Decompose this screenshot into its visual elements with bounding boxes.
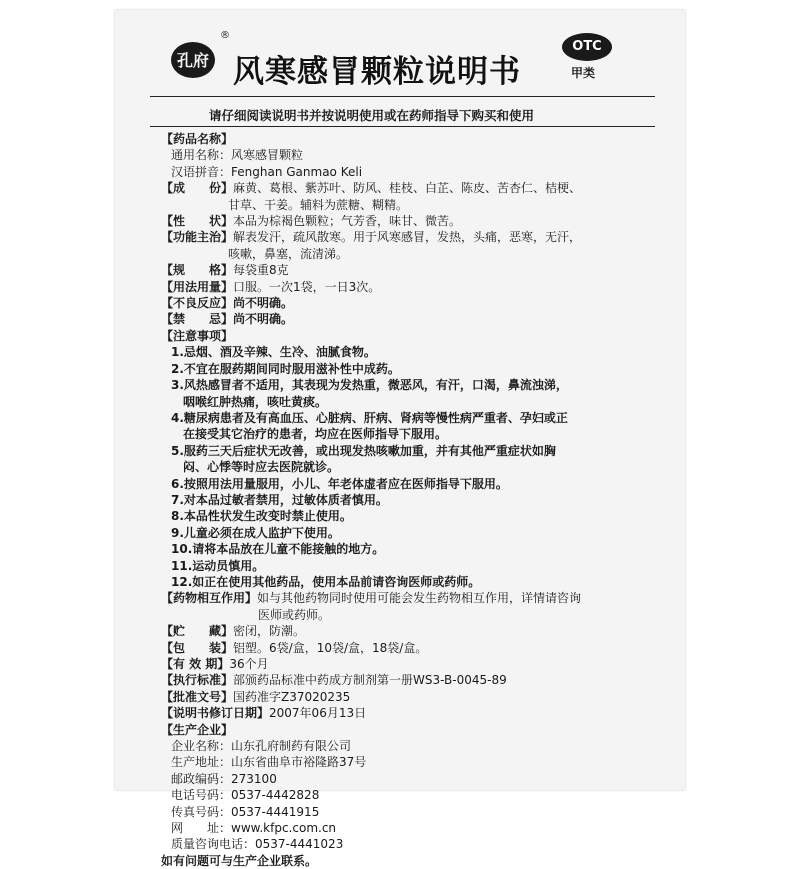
section-label: 【规 格】 xyxy=(161,263,234,278)
appearance-text: 本品为棕褐色颗粒；气芳香，味甘、微苦。 xyxy=(233,214,462,229)
usage-notice: 请仔细阅读说明书并按说明使用或在药师指导下购买和使用 xyxy=(209,108,535,123)
section-label: 【药物相互作用】 xyxy=(161,591,258,606)
section-manufacturer xyxy=(161,722,646,738)
precaution-item: 4.糖尿病患者及有高血压、心脏病、肝病、肾病等慢性病严重者、孕妇或正 xyxy=(171,410,568,425)
precaution-item: 6.按照用法用量服用，小儿、年老体虚者应在医师指导下服用。 xyxy=(171,476,508,491)
contra-text: 尚不明确。 xyxy=(233,312,294,327)
manufacturer-website-row xyxy=(161,820,646,836)
section-label: 【批准文号】 xyxy=(161,689,234,704)
section-ingredients xyxy=(161,180,646,196)
precaution-item: 咽喉红肿热痛，咳吐黄痰。 xyxy=(171,394,328,409)
section-contraindications xyxy=(161,311,646,327)
section-label: 【禁 忌】 xyxy=(161,312,234,327)
field-key: 生产地址： xyxy=(171,755,232,770)
field-key: 质量咨询电话： xyxy=(171,837,256,852)
company-address: 山东省曲阜市裕隆路37号 xyxy=(231,755,367,770)
fax: 0537-4441915 xyxy=(231,804,320,819)
section-label: 【生产企业】 xyxy=(161,722,234,737)
pinyin-row xyxy=(161,164,646,180)
section-label: 【功能主治】 xyxy=(161,230,234,245)
section-label: 【不良反应】 xyxy=(161,296,234,311)
section-precautions xyxy=(161,328,646,344)
section-spec xyxy=(161,262,646,278)
section-dosage xyxy=(161,279,646,295)
section-label: 【执行标准】 xyxy=(161,673,234,688)
ingredients-continued: 甘草、干姜。辅料为蔗糖、糊精。 xyxy=(228,197,409,212)
header-divider xyxy=(150,96,655,97)
section-label: 【性 状】 xyxy=(161,214,234,229)
spec-text: 每袋重8克 xyxy=(233,263,289,278)
section-indications xyxy=(161,229,646,245)
interactions-continued: 医师或药师。 xyxy=(258,607,331,622)
section-revision-date xyxy=(161,705,646,721)
precaution-item: 1.忌烟、酒及辛辣、生冷、油腻食物。 xyxy=(171,345,376,360)
section-label: 【贮 藏】 xyxy=(161,624,234,639)
section-adverse-reactions xyxy=(161,295,646,311)
field-key: 企业名称： xyxy=(171,739,232,754)
registered-mark: ® xyxy=(220,30,230,41)
dosage-text: 口服。一次1袋，一日3次。 xyxy=(233,279,381,294)
precaution-item: 11.运动员慎用。 xyxy=(171,558,265,573)
storage-text: 密闭，防潮。 xyxy=(233,624,306,639)
section-label: 【注意事项】 xyxy=(161,328,234,343)
otc-class-label: 甲类 xyxy=(571,66,596,80)
validity-text: 36个月 xyxy=(229,657,269,671)
section-label: 【包 装】 xyxy=(161,640,234,655)
pinyin-name: Fenghan Ganmao Keli xyxy=(231,164,363,179)
manufacturer-fax-row xyxy=(161,804,646,820)
precaution-item: 7.对本品过敏者禁用，过敏体质者慎用。 xyxy=(171,492,388,507)
phone: 0537-4442828 xyxy=(231,788,320,803)
section-label: 【成 份】 xyxy=(161,181,234,196)
manufacturer-address-row xyxy=(161,754,646,770)
indications-text: 解表发汗，疏风散寒。用于风寒感冒，发热，头痛，恶寒，无汗， xyxy=(233,230,582,245)
manufacturer-name-row xyxy=(161,738,646,754)
website: www.kfpc.com.cn xyxy=(231,821,337,836)
section-package xyxy=(161,640,646,656)
notice-divider xyxy=(150,126,655,127)
field-key: 电话号码： xyxy=(171,788,232,803)
precaution-item: 8.本品性状发生改变时禁止使用。 xyxy=(171,509,352,524)
section-label: 【有 效 期】 xyxy=(161,657,230,671)
contact-footer: 如有问题可与生产企业联系。 xyxy=(161,853,318,868)
interactions-text: 如与其他药物同时使用可能会发生药物相互作用，详情请咨询 xyxy=(257,591,582,606)
field-key: 汉语拼音： xyxy=(171,164,232,179)
section-interactions xyxy=(161,590,646,606)
revision-text: 2007年06月13日 xyxy=(269,706,367,721)
package-text: 铝塑。6袋/盒，10袋/盒，18袋/盒。 xyxy=(233,640,428,655)
precaution-item: 在接受其它治疗的患者，均应在医师指导下服用。 xyxy=(171,427,448,442)
precaution-item: 10.请将本品放在儿童不能接触的地方。 xyxy=(171,542,385,557)
manufacturer-postcode-row xyxy=(161,771,646,787)
approval-text: 国药准字Z37020235 xyxy=(233,689,351,704)
precaution-item: 12.如正在使用其他药品，使用本品前请咨询医师或药师。 xyxy=(171,574,481,589)
section-label: 【药品名称】 xyxy=(161,132,234,146)
postcode: 273100 xyxy=(231,771,277,786)
section-validity xyxy=(161,656,646,672)
field-key: 网 址： xyxy=(171,821,232,836)
company-logo xyxy=(170,40,216,80)
logo-text: 孔府 xyxy=(176,51,210,70)
precaution-item: 闷、心悸等时应去医院就诊。 xyxy=(171,460,340,475)
section-drug-name xyxy=(161,131,646,147)
field-key: 传真号码： xyxy=(171,804,232,819)
section-storage xyxy=(161,623,646,639)
company-name: 山东孔府制药有限公司 xyxy=(231,739,352,754)
quality-phone: 0537-4441023 xyxy=(255,837,344,852)
ingredients-text: 麻黄、葛根、紫苏叶、防风、桂枝、白芷、陈皮、苦杏仁、桔梗、 xyxy=(233,181,582,196)
section-appearance xyxy=(161,213,646,229)
adverse-text: 尚不明确。 xyxy=(233,296,294,311)
precaution-item: 2.不宜在服药期间同时服用滋补性中成药。 xyxy=(171,361,400,376)
section-approval xyxy=(161,689,646,705)
leaflet-content xyxy=(161,131,646,869)
section-label: 【用法用量】 xyxy=(161,279,234,294)
indications-continued: 咳嗽，鼻塞，流清涕。 xyxy=(228,246,349,261)
precaution-item: 9.儿童必须在成人监护下使用。 xyxy=(171,525,340,540)
generic-name: 风寒感冒颗粒 xyxy=(231,148,304,163)
field-key: 邮政编码： xyxy=(171,771,232,786)
precaution-item: 5.服药三天后症状无改善，或出现发热咳嗽加重，并有其他严重症状如胸 xyxy=(171,443,556,458)
section-label: 【说明书修订日期】 xyxy=(161,706,270,721)
otc-badge: OTC xyxy=(562,33,612,61)
manufacturer-quality-phone-row xyxy=(161,836,646,852)
precaution-item: 3.风热感冒者不适用，其表现为发热重，微恶风，有汗，口渴，鼻流浊涕， xyxy=(171,378,568,393)
generic-name-row xyxy=(161,147,646,163)
field-key: 通用名称： xyxy=(171,148,232,163)
page-title: 风寒感冒颗粒说明书 xyxy=(233,54,521,90)
section-standard xyxy=(161,672,646,688)
standard-text: 部颁药品标准中药成方制剂第一册WS3-B-0045-89 xyxy=(233,673,507,688)
manufacturer-phone-row xyxy=(161,787,646,803)
